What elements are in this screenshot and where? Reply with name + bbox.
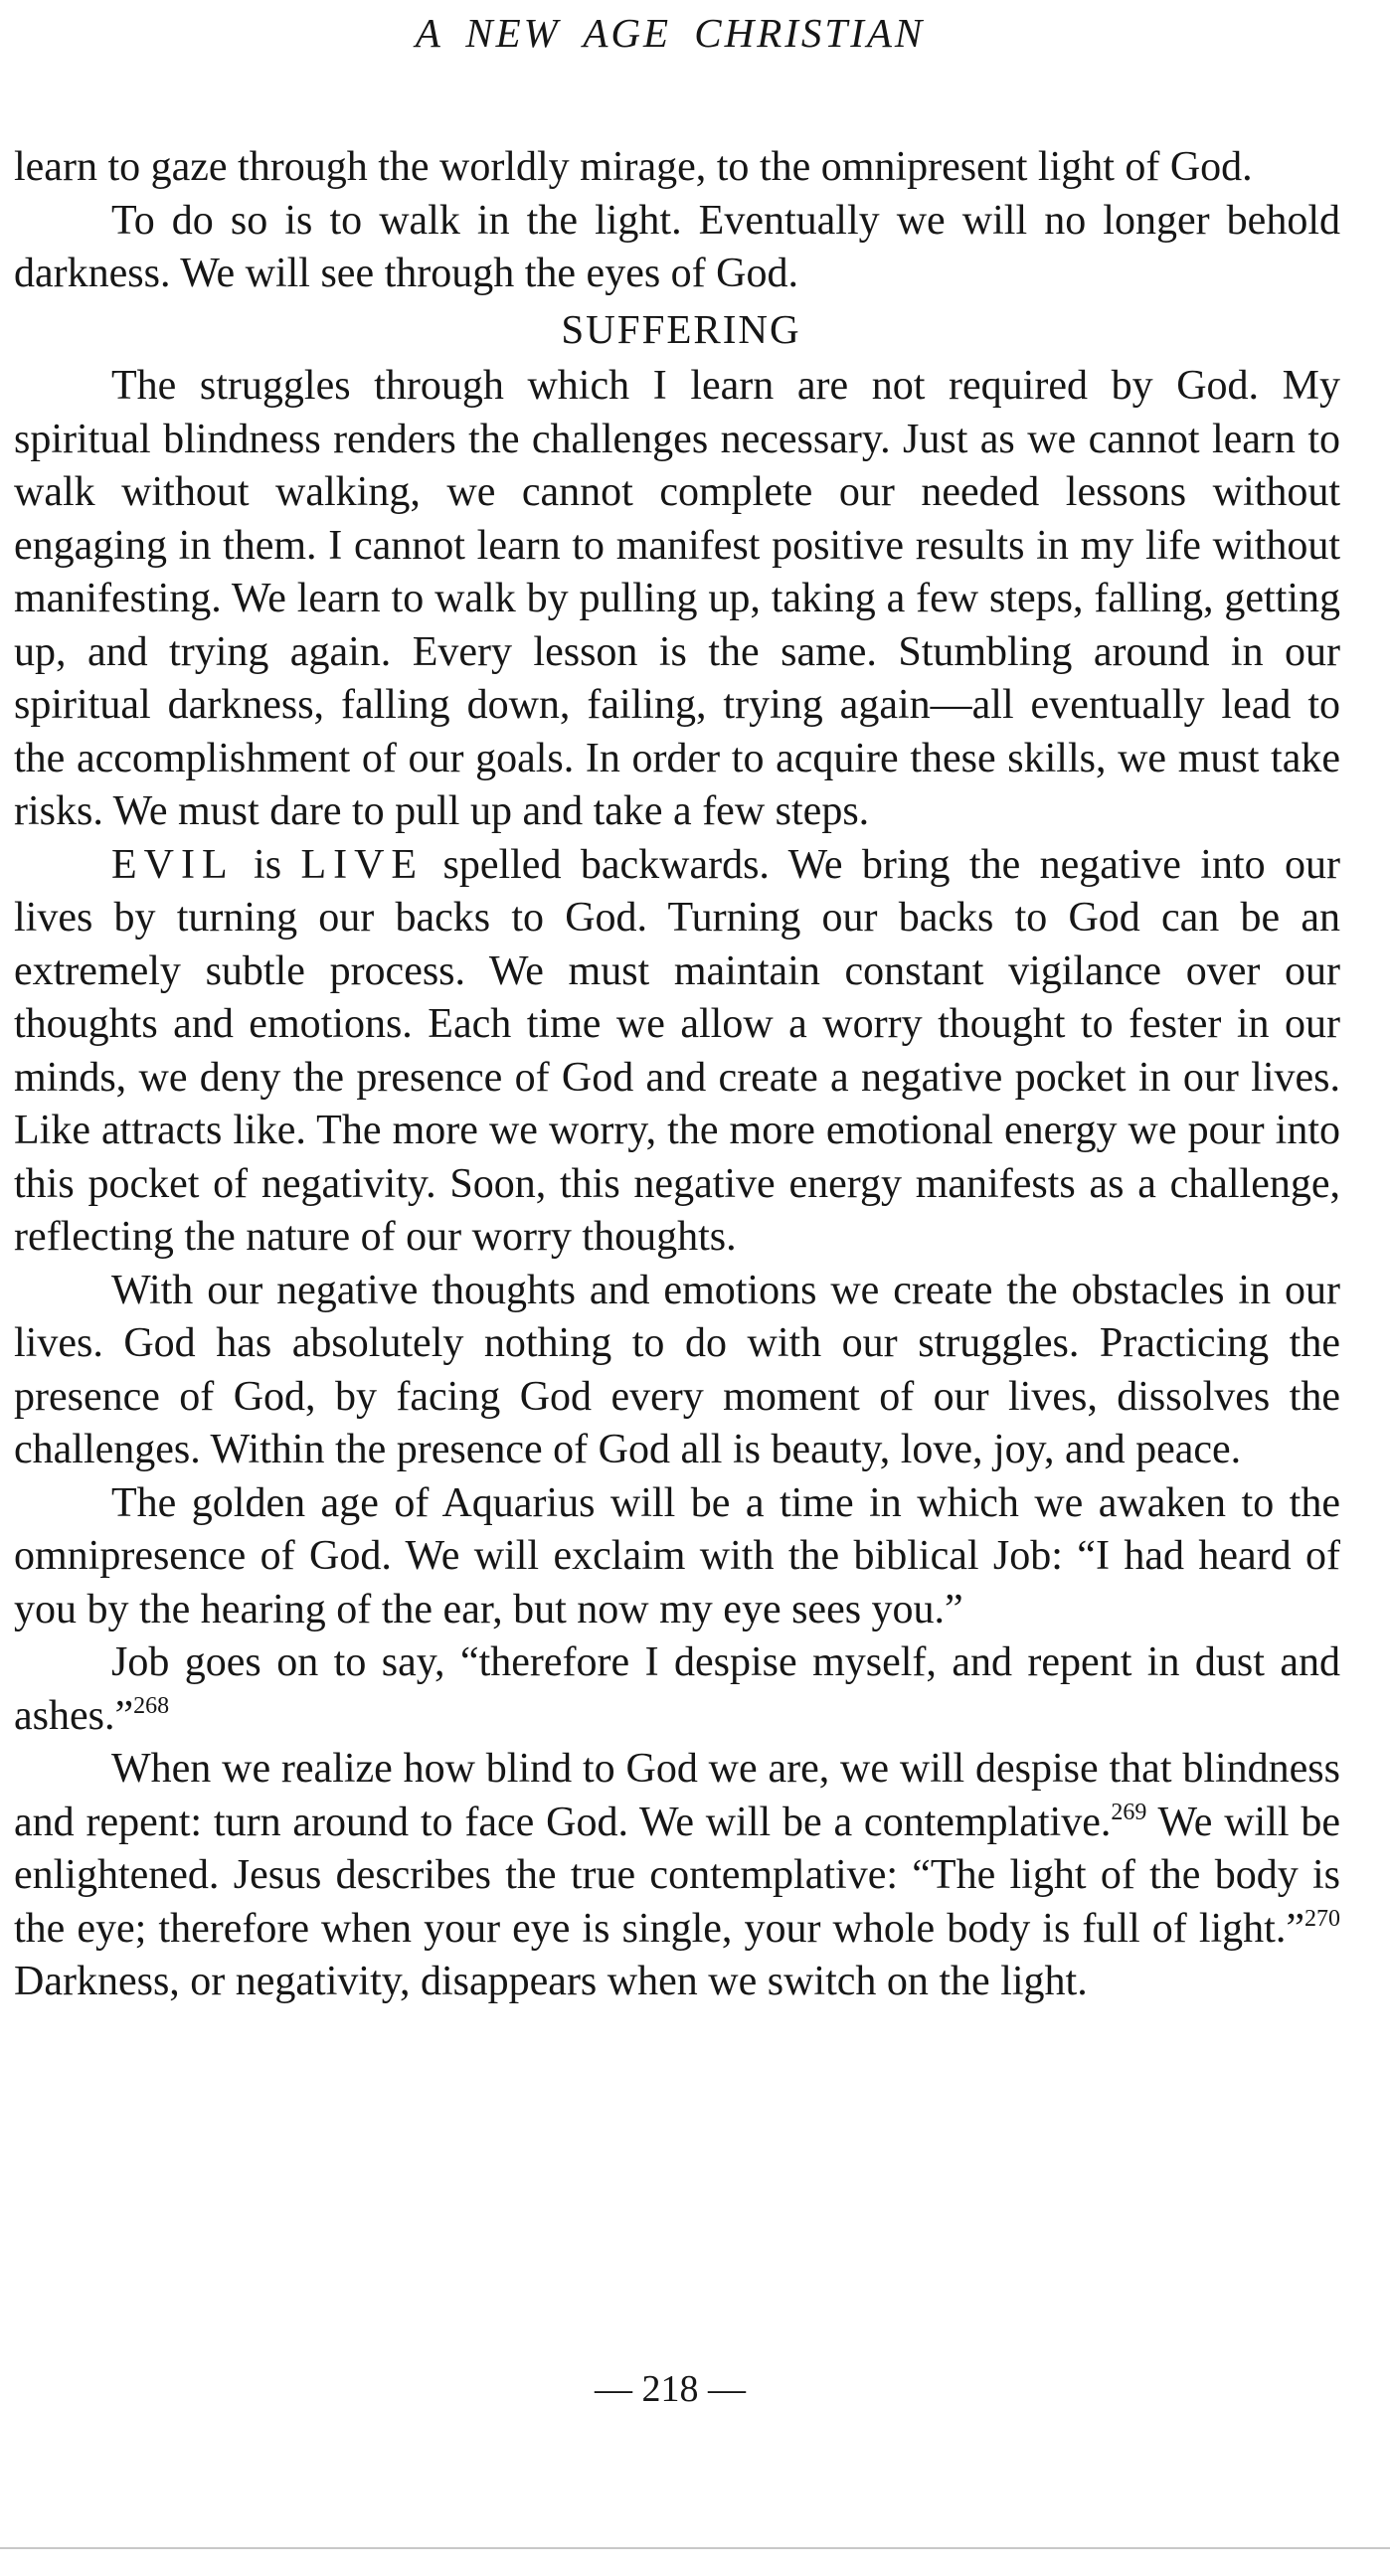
paragraph-contemplative bbox=[14, 1743, 1340, 2009]
footnote-ref-270: 270 bbox=[1304, 1905, 1340, 1932]
paragraph-negative-thoughts: With our negative thoughts and emotions we create the obstacles in our lives. God has absolutely nothing to do with our struggles. Practicing the presence of God, by facing God every moment of our lives, dissolves the challenges. Within the presence of God all is beauty, love, joy, and peace. bbox=[14, 1267, 1340, 1472]
paragraph-struggles: The struggles through which I learn are not required by God. My spiritual blindness renders the challenges necessary. Just as we cannot learn to walk without walking, we cannot complete our needed lessons without engaging in them. I cannot learn to manifest positive results in my life without manifesting. We learn to walk by pulling up, taking a few steps, falling, getting up, and trying again. Every lesson is the same. Stumbling around in our spiritual darkness, falling down, failing, trying again—all eventually lead to the accomplishment of our goals. In order to acquire these skills, we must take risks. We must dare to pull up and take a few steps. bbox=[14, 363, 1340, 834]
word-evil: EVIL bbox=[111, 841, 235, 888]
paragraph-continuation: learn to gaze through the worldly mirage, to the omnipresent light of God. bbox=[14, 144, 1253, 190]
paragraph-contemplative-text-b: We will be enlightened. Jesus describes the true contemplative: “The light of the body is the eye; therefore when your eye is single, your whole body is full of light.” bbox=[14, 1799, 1341, 1952]
paragraph-golden-age: The golden age of Aquarius will be a time in which we awaken to the omnipresence of God. We will exclaim with the biblical Job: “I had heard of you by the hearing of the ear, but now my eye sees you.” bbox=[14, 1479, 1340, 1632]
running-head: A NEW AGE CHRISTIAN bbox=[415, 10, 926, 56]
word-is: is bbox=[234, 841, 301, 888]
section-heading-suffering: SUFFERING bbox=[561, 305, 801, 352]
paragraph-evil-live-text: spelled backwards. We bring the negative into our lives by turning our backs to God. Turning our backs to God can be an extremely subtle process. We must maintain constant vigilance over our thoughts and emotions. Each time we allow a worry thought to fester in our minds, we deny the presence of God and create a negative pocket in our lives. Like attracts like. The more we worry, the more emotional energy we pour into this pocket of negativity. Soon, this negative energy manifests as a challenge, reflecting the nature of our worry thoughts. bbox=[14, 841, 1340, 1260]
word-live: LIVE bbox=[300, 841, 425, 888]
paragraph-contemplative-text-c: Darkness, or negativity, disappears when we switch on the light. bbox=[14, 1959, 1088, 2004]
bottom-rule bbox=[0, 2547, 1390, 2549]
paragraph-evil-live bbox=[14, 839, 1340, 1265]
footnote-ref-269: 269 bbox=[1111, 1799, 1147, 1825]
paragraph-job-text: Job goes on to say, “therefore I despise myself, and repent in dust and ashes.” bbox=[14, 1639, 1340, 1739]
paragraph-job bbox=[14, 1636, 1340, 1743]
paragraph-walk-in-light: To do so is to walk in the light. Eventually we will no longer behold darkness. We will see through the eyes of God. bbox=[14, 197, 1340, 296]
body-text bbox=[14, 141, 1340, 2009]
page-number: — 218 — bbox=[595, 2368, 746, 2410]
paragraph-contemplative-text-a: When we realize how blind to God we are, we will despise that blindness and repent: turn around to face God. We will be a contemplative. bbox=[14, 1746, 1340, 1845]
footnote-ref-268: 268 bbox=[133, 1692, 170, 1719]
